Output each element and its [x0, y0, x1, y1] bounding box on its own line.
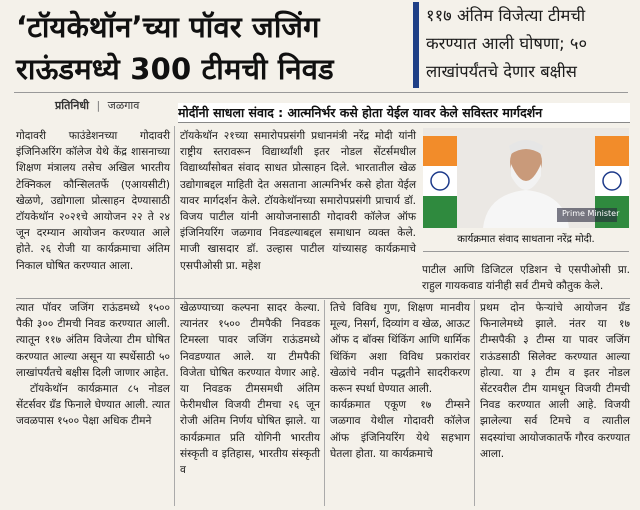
column-1-bottom: [16, 300, 170, 430]
column-2-top: [180, 128, 416, 274]
column-3-bottom-text-b: कार्यक्रमात एकूण १७ टीम्सने जळगाव येथील गोदावरी कॉलेज ऑफ इंजिनियरिंग येथे सहभाग घेतला होता. या कार्यक्रमाचे: [330, 399, 470, 460]
byline-name: प्रतिनिधी: [55, 99, 89, 112]
column-1-top-text: गोदावरी फाउंडेशनच्या गोदावरी इंजिनिअरिंग कॉलेज येथे केंद्र शासनाच्या शिक्षण मंत्रालय तसेच अखिल भारतीय टेक्निकल कौन्सिलतर्फे (एआयसीटी) खेळणे, उद्योगाला प्रोत्साहन देण्यासाठी टॉयकेथॉन २०२१चे आयोजन २२ ते २४ जून दरम्यान आयोजन करण्यात आले होते. २६ रोजी या कार्यक्रमाचा अंतिम निकाल घोषित करण्यात आला.: [16, 130, 170, 272]
column-2-bottom-text: खेळण्याच्या कल्पना सादर केल्या. त्यानंतर १५०० टीमपैकी निवडक टिमस्ला पावर जजिंग राऊंडमध्ये निवडण्यात आले. या टीमपैकी विजेता घोषित करण्यात येणार आहे. या निवडक टीमसमधी अंतिम फेरीमधील विजयी टीमचा २६ जून रोजी अंतिम निर्णय घोषित झाले. या कार्यक्रमात प्रति योगिनी भारतीय संस्कृती व इतिहास, भारतीय संस्कृती व: [180, 302, 320, 477]
column-3-top: [422, 262, 630, 294]
column-1-bottom-text-a: त्यात पॉवर जजिंग राऊंडमध्ये १५०० पैकी ३०० टीमची निवड करण्यात आली. त्यातून ११७ अंतिम विजेत्या टीम घोषित करण्यात आल्या असून या स्पर्धेसाठी ५० लाखांपर्यंतचे बक्षीस दिली जाणार आहेत.: [16, 302, 170, 379]
column-3-top-text: पाटील आणि डिजिटल एडिशन चे एसपीओसी प्रा. राहुल गायकवाड यांनीही सर्व टीमचे कौतुक केले.: [422, 264, 630, 293]
photo-caption: कार्यक्रमात संवाद साधताना नरेंद्र मोदी.: [423, 229, 629, 252]
section-banner: मोदींनी साधला संवाद : आत्मनिर्भर कसे होता येईल यावर केले सविस्तर मार्गदर्शन: [178, 103, 630, 123]
column-2-top-text: टॉयकेथॉन २१च्या समारोपप्रसंगी प्रधानमंत्री नरेंद्र मोदी यांनी राष्ट्रीय स्तरावरून विद्यार्थ्यांशी इतर नोडल सेंटर्समधील विद्यार्थ्यांसोबत संवाद साधत प्रोत्साहन दिले. भारतातील खेळ उद्योगाबद्दल माहिती देत असताना आत्मनिर्भर कसे होता येईल यावर मार्गदर्शन केले. टॉयकेथॉनच्या समारोपप्रसंगी प्राचार्य डॉ. विजय पाटील यांनी आयोजनासाठी गोदावरी कॉलेज ऑफ इंजिनियरिंग जळगाव निवडल्याबद्दल समाधान व्यक्त केले. माजी खासदार डॉ. उल्हास पाटील यांच्यासह कार्यक्रमाचे एसपीओसी प्रा. महेश: [180, 130, 416, 272]
mid-rule: [16, 298, 630, 299]
top-rule: [14, 92, 628, 93]
byline-separator: |: [96, 99, 101, 112]
modi-photo: [423, 128, 629, 228]
column-1-bottom-text-b: टॉयकेथॉन कार्यक्रमात ८५ नोडल सेंटर्सवर ग्रँड फिनाले घेण्यात आली. त्यात जवळपास १५०० पेक्षा अधिक टीमने: [16, 383, 170, 428]
column-divider-3: [474, 300, 475, 506]
headline: [16, 6, 408, 90]
subheadline-line-1: ११७ अंतिम विजेत्या टीमची: [426, 6, 586, 25]
column-4-bottom: [480, 300, 630, 462]
subheadline-line-2: करण्यात आली घोषणा; ५०: [426, 34, 588, 53]
byline-place: जळगाव: [107, 99, 140, 112]
headline-line-1: ‘टॉयकेथॉन’च्या पॉवर जजिंग: [16, 10, 320, 44]
column-divider-2: [324, 300, 325, 506]
column-4-bottom-text: प्रथम दोन फेऱ्यांचे आयोजन ग्रँड फिनालेमध्ये झाले. नंतर या १७ टीम्सपैकी ३ टीम्स या पावर जजिंग राऊंडसाठी सिलेक्ट करण्यात आल्या होत्या. या ३ टीम व इतर नोडल सेंटरवरील टीम यामधून विजयी टीमची निवड करण्यात आली आहे. विजयी झालेल्या सर्व टिमचे व त्यातील सदस्यांचा आयोजकातर्फे गौरव करण्यात आला.: [480, 302, 630, 460]
column-divider: [174, 126, 175, 506]
photo-overlay-label: Prime Minister: [562, 209, 620, 218]
column-2-bottom: [180, 300, 320, 478]
subheadline: [426, 2, 636, 86]
column-1-top: [16, 128, 170, 274]
byline: [55, 98, 139, 113]
column-3-bottom: [330, 300, 470, 462]
column-3-bottom-text: तिचे विविध गुण, शिक्षण मानवीय मूल्य, निसर्ग, दिव्यांग व खेळ, आऊट ऑफ द बॉक्स थिंकिंग आणि धार्मिक थिंकिंग अशा विविध प्रकारांवर खेळांचे नवीन पद्धतीने सादरीकरण करून स्पर्धा घेण्यात आली.: [330, 302, 470, 396]
headline-line-2: राऊंडमध्ये 300 टीमची निवड: [16, 52, 334, 86]
subheadline-line-3: लाखांपर्यंतचे देणार बक्षीस: [426, 62, 577, 81]
subheadline-accent-bar: [413, 2, 419, 88]
